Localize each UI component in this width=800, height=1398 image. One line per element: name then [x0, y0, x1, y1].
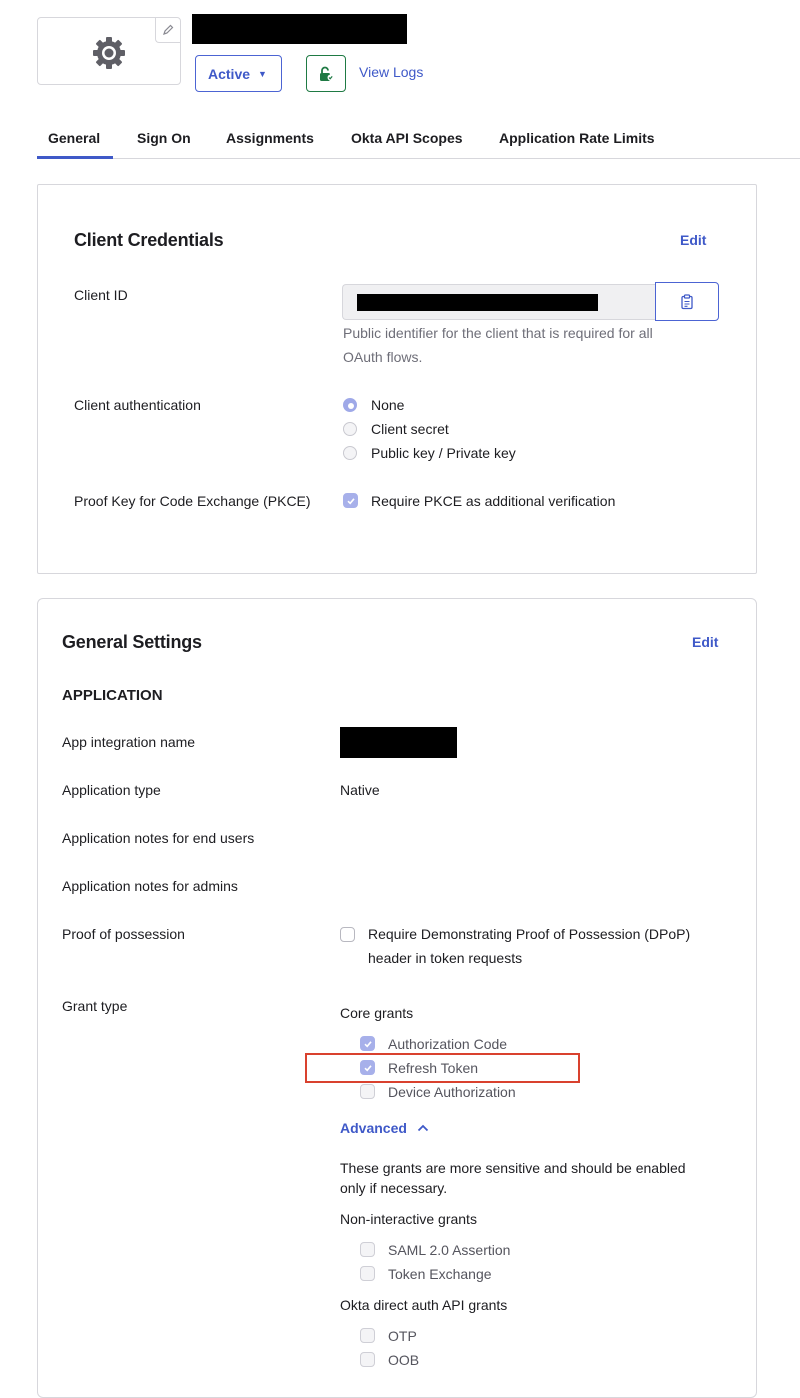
- grant-option-label: Authorization Code: [388, 1036, 508, 1052]
- dpop-checkbox[interactable]: [340, 927, 355, 942]
- redacted-app-integration-name: [340, 727, 457, 758]
- dpop-option-line-2: header in token requests: [368, 950, 523, 966]
- general-settings-edit-button[interactable]: Edit: [692, 634, 719, 650]
- copy-client-id-button[interactable]: [655, 282, 719, 321]
- direct-auth-grants-label: Okta direct auth API grants: [340, 1297, 508, 1313]
- lock-icon: [318, 66, 334, 82]
- active-tab-indicator: [37, 156, 113, 159]
- advanced-help-line-2: only if necessary.: [340, 1180, 448, 1196]
- client-auth-option-label: Public key / Private key: [371, 445, 516, 461]
- grant-oob-checkbox[interactable]: [360, 1352, 375, 1367]
- dpop-option-line-1: Require Demonstrating Proof of Possession (DPoP): [368, 926, 691, 942]
- app-logo-tile: [37, 17, 181, 85]
- check-icon: [363, 1039, 373, 1049]
- radio-client-auth-none[interactable]: [343, 398, 357, 412]
- application-type-label: Application type: [62, 782, 161, 798]
- grant-token-exchange-checkbox[interactable]: [360, 1266, 375, 1281]
- redacted-app-name: [192, 14, 407, 44]
- tab-assignments[interactable]: Assignments: [226, 130, 314, 146]
- tab-general[interactable]: General: [48, 130, 101, 146]
- chevron-up-icon: [417, 1124, 429, 1132]
- grant-option-label: Token Exchange: [388, 1266, 492, 1282]
- caret-down-icon: ▼: [258, 69, 267, 79]
- notes-end-users-label: Application notes for end users: [62, 830, 255, 846]
- check-icon: [346, 496, 356, 506]
- advanced-toggle[interactable]: [340, 1120, 429, 1136]
- tab-application-rate-limits[interactable]: Application Rate Limits: [499, 130, 655, 146]
- refresh-token-highlight-box: [305, 1053, 580, 1083]
- non-interactive-grants-label: Non-interactive grants: [340, 1211, 477, 1227]
- advanced-toggle-label: Advanced: [340, 1120, 407, 1136]
- radio-client-auth-public-key[interactable]: [343, 446, 357, 460]
- client-credentials-edit-button[interactable]: Edit: [680, 232, 707, 248]
- radio-client-auth-secret[interactable]: [343, 422, 357, 436]
- status-dropdown-button[interactable]: [195, 55, 282, 92]
- pkce-label: Proof Key for Code Exchange (PKCE): [74, 493, 311, 509]
- application-section-heading: APPLICATION: [62, 687, 163, 704]
- clipboard-icon: [680, 294, 694, 310]
- tab-sign-on[interactable]: Sign On: [137, 130, 191, 146]
- grant-device-authorization-checkbox[interactable]: [360, 1084, 375, 1099]
- app-integration-name-label: App integration name: [62, 734, 196, 750]
- grant-option-label: Device Authorization: [388, 1084, 516, 1100]
- view-logs-link[interactable]: View Logs: [359, 64, 424, 80]
- grant-option-label: Refresh Token: [388, 1060, 479, 1076]
- client-credentials-title: Client Credentials: [74, 230, 224, 250]
- pkce-checkbox[interactable]: [343, 493, 358, 508]
- client-id-help-line-2: OAuth flows.: [343, 349, 423, 365]
- core-grants-label: Core grants: [340, 1005, 414, 1021]
- notes-admins-label: Application notes for admins: [62, 878, 238, 894]
- client-auth-option-label: Client secret: [371, 421, 449, 437]
- pencil-icon: [162, 24, 174, 36]
- redacted-client-id: [357, 294, 598, 311]
- grant-option-label: SAML 2.0 Assertion: [388, 1242, 511, 1258]
- grant-type-label: Grant type: [62, 998, 128, 1014]
- client-id-label: Client ID: [74, 287, 128, 303]
- client-id-help-line-1: Public identifier for the client that is required for all: [343, 325, 653, 341]
- push-groups-lock-button[interactable]: [306, 55, 346, 92]
- grant-otp-checkbox[interactable]: [360, 1328, 375, 1343]
- grant-option-label: OOB: [388, 1352, 420, 1368]
- grant-option-label: OTP: [388, 1328, 417, 1344]
- pkce-option-label: Require PKCE as additional verification: [371, 493, 616, 509]
- grant-saml-assertion-checkbox[interactable]: [360, 1242, 375, 1257]
- status-label: Active: [208, 65, 251, 82]
- edit-logo-button[interactable]: [155, 18, 180, 43]
- tabs-divider: [37, 158, 800, 159]
- proof-of-possession-label: Proof of possession: [62, 926, 185, 942]
- client-auth-option-label: None: [371, 397, 405, 413]
- tab-okta-api-scopes[interactable]: Okta API Scopes: [351, 130, 463, 146]
- advanced-help-line-1: These grants are more sensitive and should be enabled: [340, 1160, 686, 1176]
- gear-icon: [91, 35, 127, 71]
- application-type-value: Native: [340, 782, 380, 798]
- general-settings-title: General Settings: [62, 632, 202, 652]
- grant-authorization-code-checkbox[interactable]: [360, 1036, 375, 1051]
- client-authentication-label: Client authentication: [74, 397, 201, 413]
